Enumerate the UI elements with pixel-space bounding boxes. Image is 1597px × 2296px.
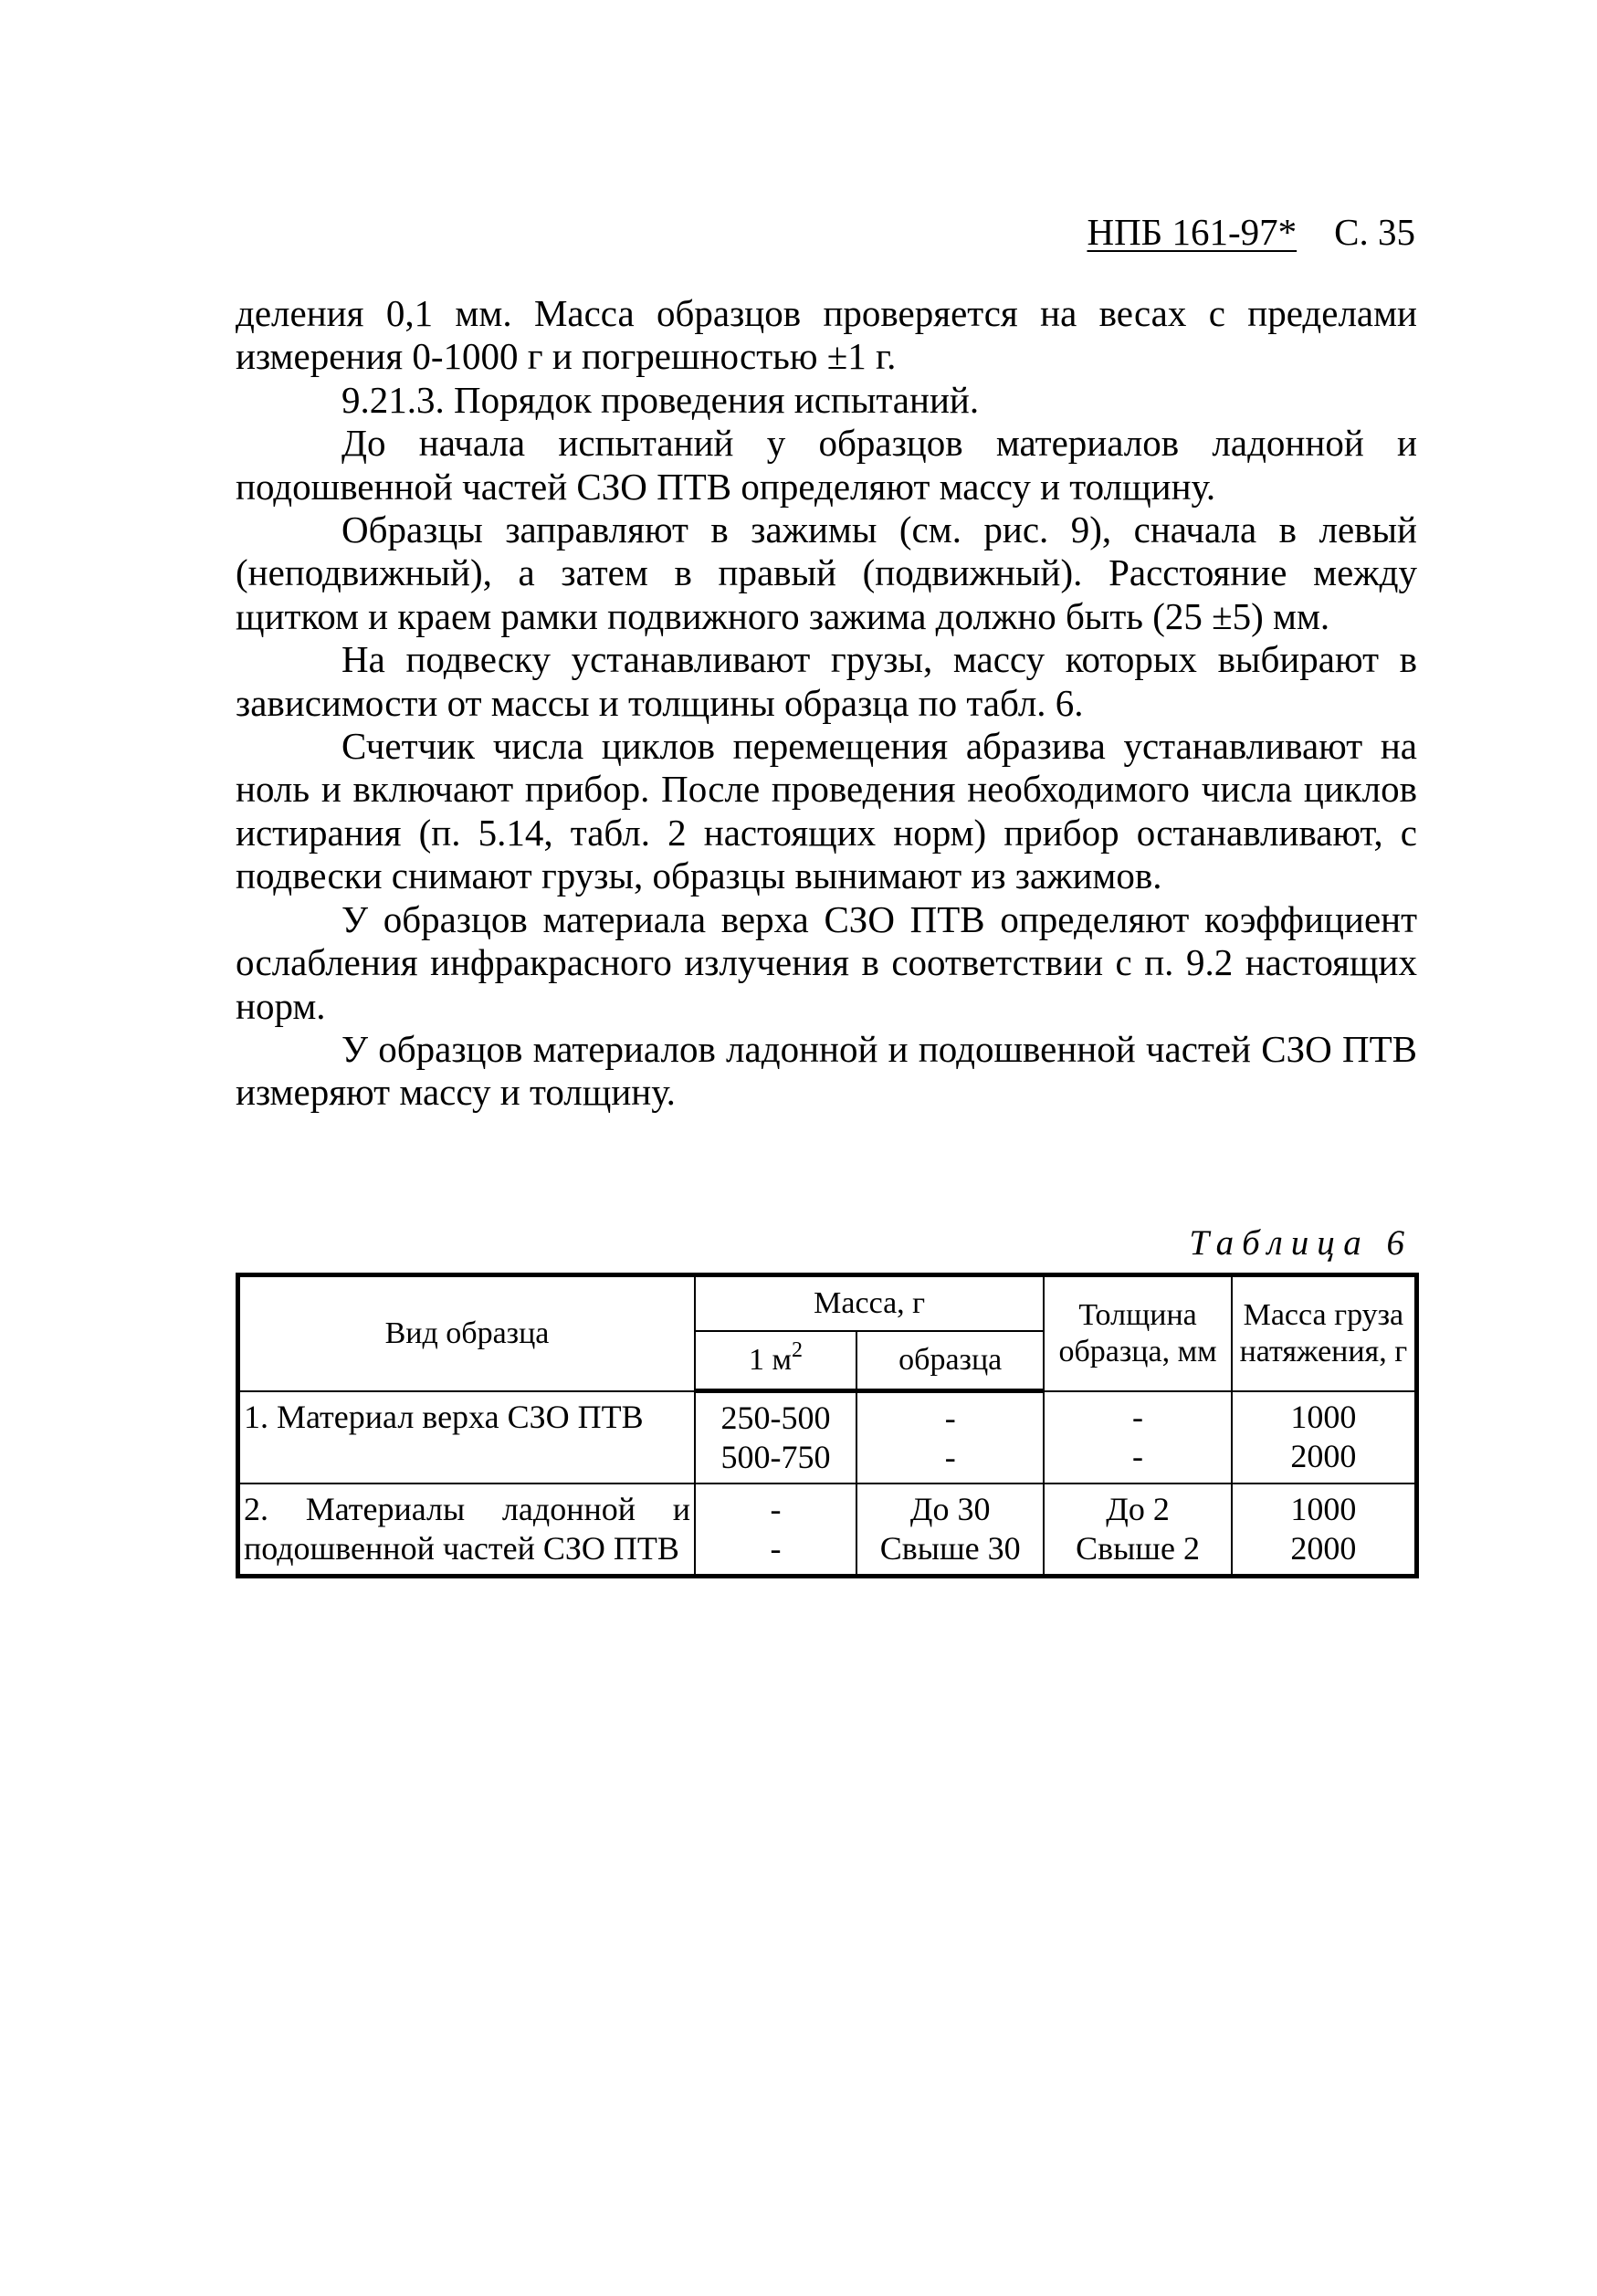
cell-load: 1000 2000 bbox=[1232, 1391, 1417, 1484]
cell-sample: 1. Материал верха СЗО ПТВ bbox=[238, 1391, 695, 1484]
cell-thickness: До 2 Свыше 2 bbox=[1044, 1483, 1231, 1577]
table-caption: Таблица 6 bbox=[1189, 1223, 1413, 1263]
cell-load: 1000 2000 bbox=[1232, 1483, 1417, 1577]
paragraph: На подвеску устанавливают грузы, массу которых выбирают в зависимости от массы и толщины образца по табл. 6. bbox=[236, 638, 1417, 724]
cell-mass-m2: - - bbox=[695, 1483, 856, 1577]
page-header bbox=[1004, 208, 1415, 256]
data-table bbox=[236, 1273, 1419, 1578]
header-mass: Масса, г bbox=[695, 1275, 1044, 1332]
table-header-row bbox=[238, 1275, 1417, 1332]
header-sample-type: Вид образца bbox=[238, 1275, 695, 1391]
document-code: НПБ 161-97* bbox=[1087, 211, 1298, 253]
paragraph: Образцы заправляют в зажимы (см. рис. 9), сначала в левый (неподвижный), а затем в правый (подвижный). Расстояние между щитком и краем рамки подвижного зажима должно быть (25 ±5) мм. bbox=[236, 508, 1417, 637]
paragraph-continuation: деления 0,1 мм. Масса образцов проверяется на весах с пределами измерения 0-1000 г и погрешностью ±1 г. bbox=[236, 292, 1417, 378]
paragraph: До начала испытаний у образцов материалов ладонной и подошвенной частей СЗО ПТВ определяют массу и толщину. bbox=[236, 422, 1417, 508]
paragraph: У образцов материала верха СЗО ПТВ определяют коэффициент ослабления инфракрасного излучения в соответствии с п. 9.2 настоящих норм. bbox=[236, 897, 1417, 1027]
cell-sample: 2. Материалы ладонной и подошвенной частей СЗО ПТВ bbox=[238, 1483, 695, 1577]
paragraph: Счетчик числа циклов перемещения абразива устанавливают на ноль и включают прибор. После проведения необходимого числа циклов истирания (п. 5.14, табл. 2 настоящих норм) прибор останавливают, с подвески снимают грузы, образцы вынимают из зажимов. bbox=[236, 725, 1417, 897]
page-number: С. 35 bbox=[1334, 211, 1415, 253]
cell-mass-sample: - - bbox=[856, 1391, 1044, 1484]
cell-thickness: - - bbox=[1044, 1391, 1231, 1484]
header-tension-load: Масса груза натяжения, г bbox=[1232, 1275, 1417, 1391]
header-mass-per-m2: 1 $м^2$ bbox=[695, 1331, 856, 1391]
header-mass-sample: образца bbox=[856, 1331, 1044, 1391]
header-thickness: Толщина образца, мм bbox=[1044, 1275, 1231, 1391]
table-row bbox=[238, 1483, 1417, 1577]
body-text bbox=[236, 292, 1417, 1115]
section-heading: 9.21.3. Порядок проведения испытаний. bbox=[341, 378, 980, 421]
cell-mass-sample: До 30 Свыше 30 bbox=[856, 1483, 1044, 1577]
cell-mass-m2: 250-500 500-750 bbox=[695, 1391, 856, 1484]
table-row bbox=[238, 1391, 1417, 1484]
paragraph: У образцов материалов ладонной и подошвенной частей СЗО ПТВ измеряют массу и толщину. bbox=[236, 1027, 1417, 1114]
